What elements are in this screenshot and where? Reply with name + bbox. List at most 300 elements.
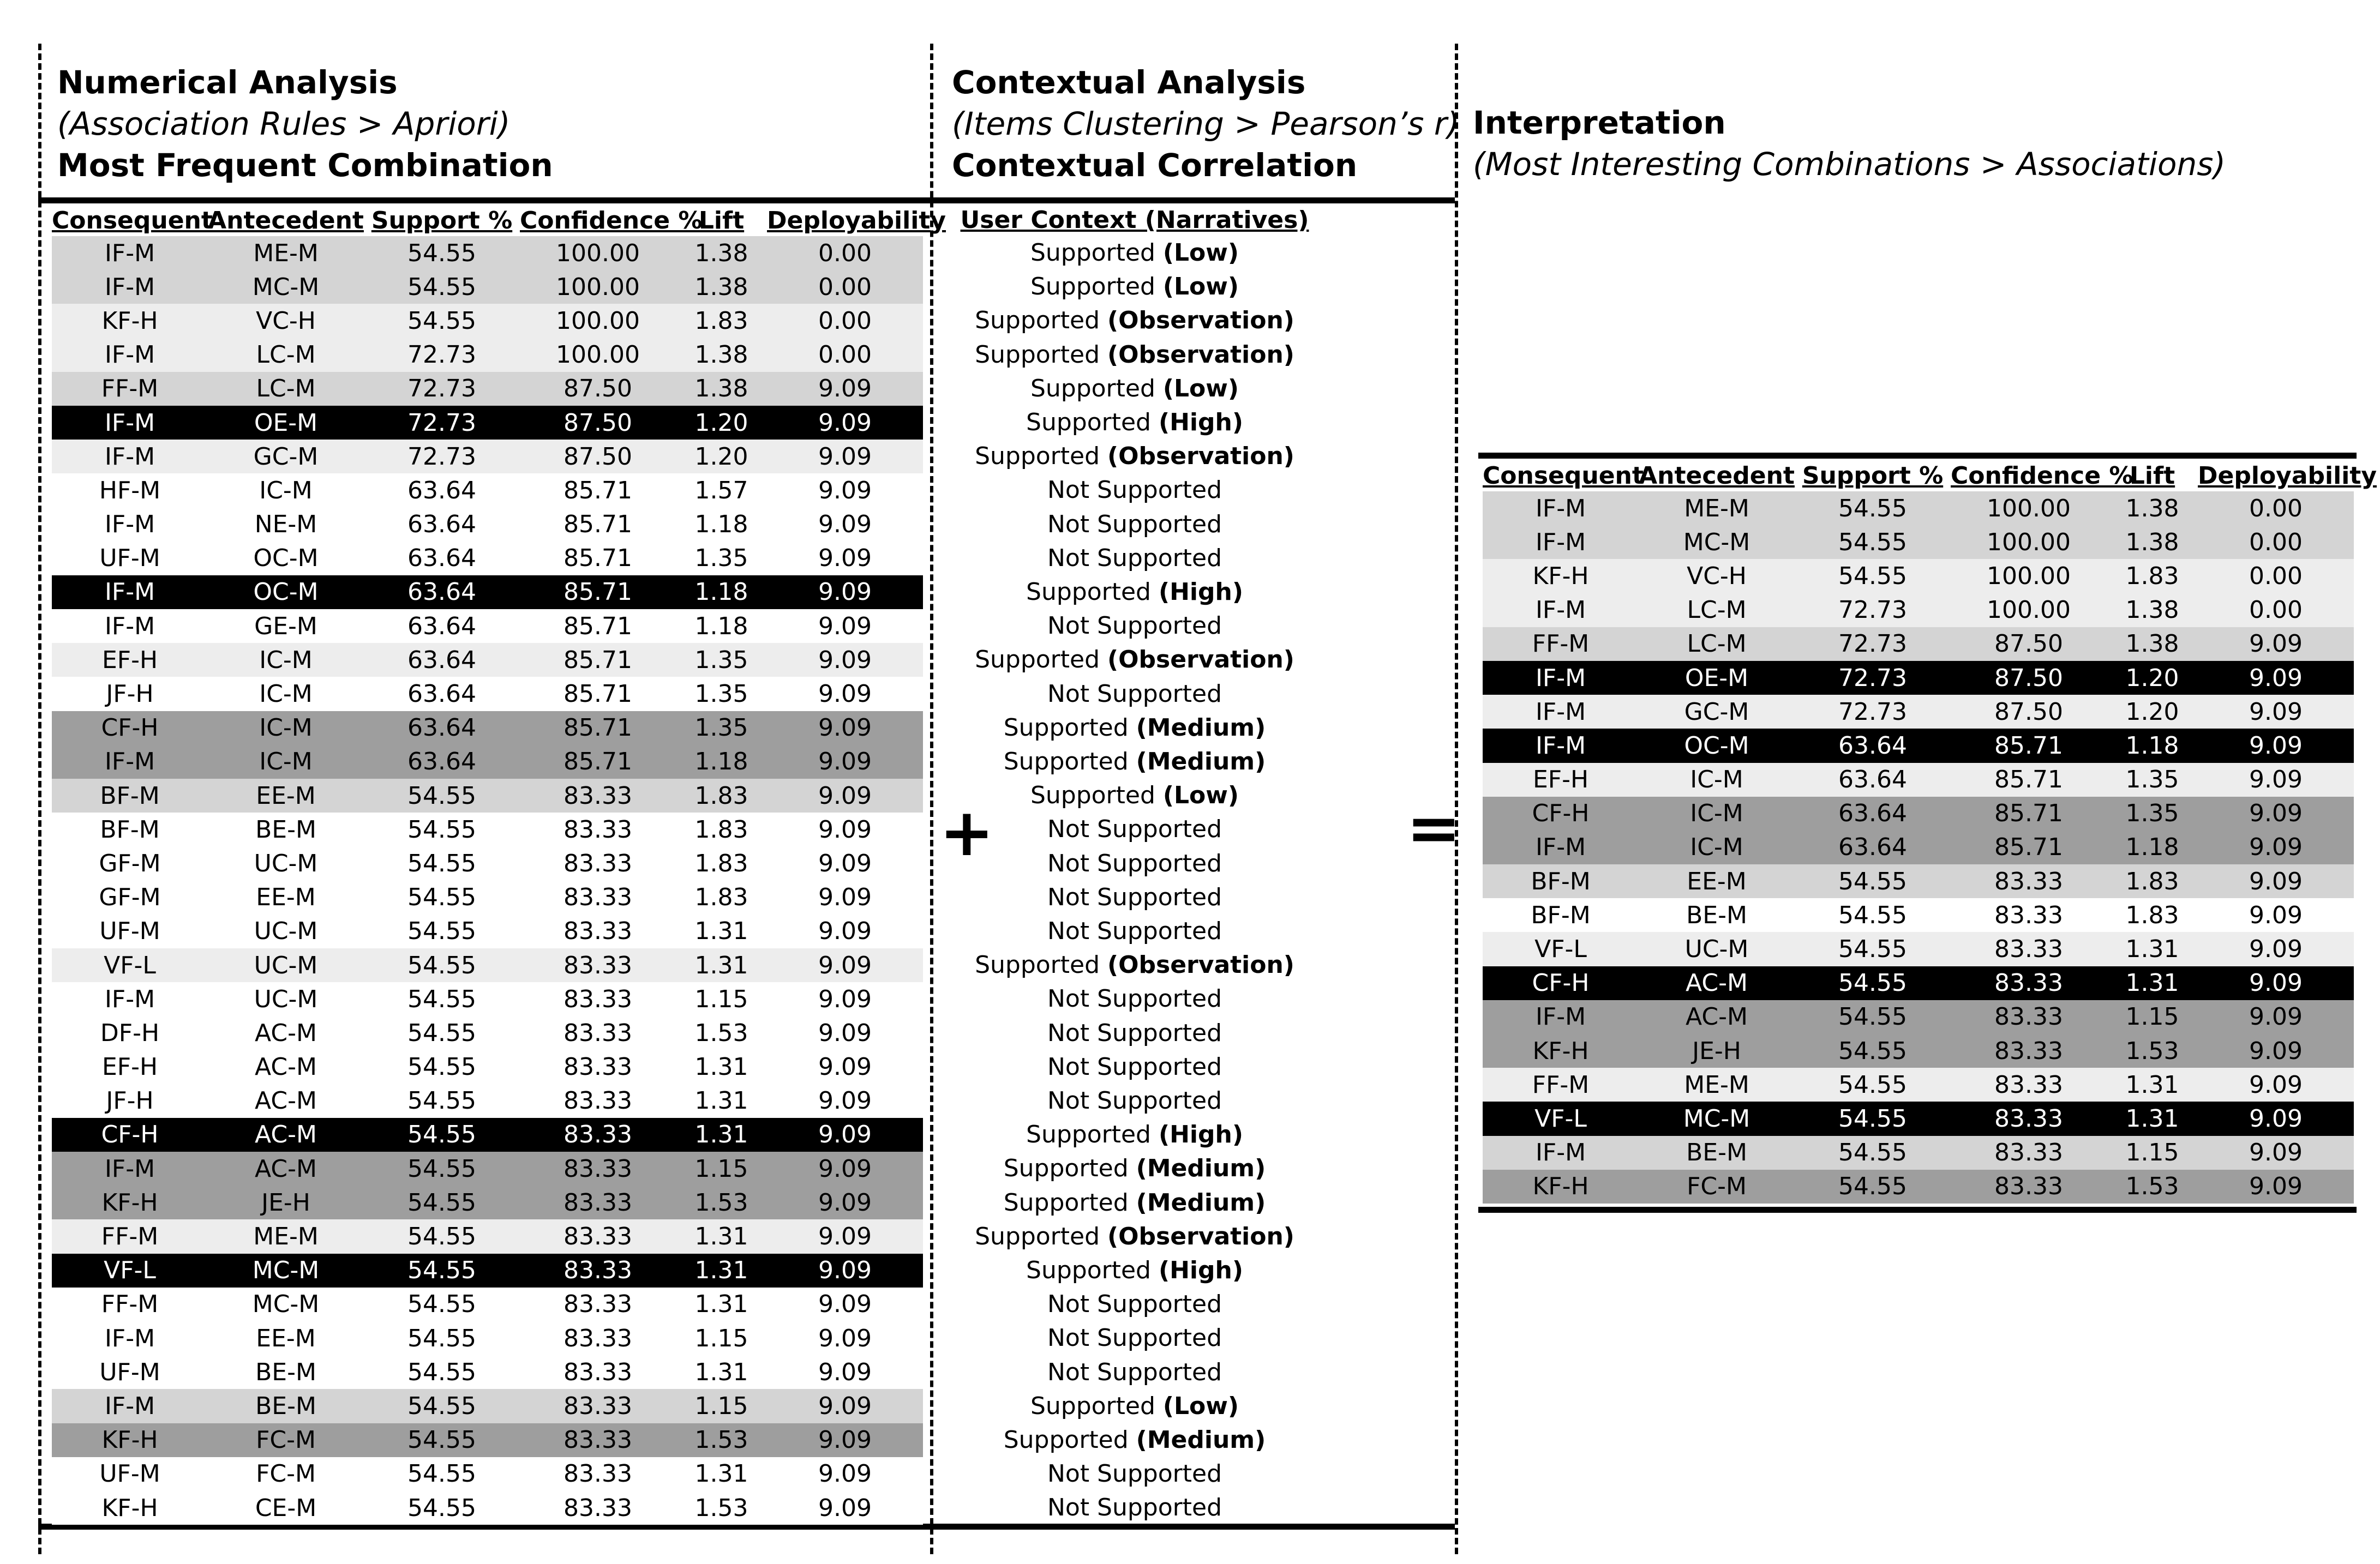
- cell-lift: 1.31: [676, 1254, 767, 1288]
- cell-antecedent: EE-M: [1639, 864, 1795, 898]
- cell-lift: 1.31: [2107, 966, 2198, 1000]
- cell-consequent: EF-H: [1483, 763, 1639, 797]
- cell-antecedent: GC-M: [208, 440, 364, 473]
- cell-antecedent: VC-H: [208, 304, 364, 338]
- cell-support: 72.73: [364, 338, 520, 372]
- cell-lift: 1.15: [676, 982, 767, 1016]
- contextual-title: Contextual Analysis: [952, 64, 1306, 101]
- cell-antecedent: IC-M: [208, 677, 364, 711]
- context-entry: [960, 1356, 1309, 1389]
- cell-support: 54.55: [364, 1321, 520, 1355]
- cell-lift: 1.83: [676, 846, 767, 880]
- cell-lift: 1.83: [2107, 559, 2198, 593]
- cell-support: 63.64: [1795, 729, 1951, 762]
- table-row: [52, 1389, 923, 1423]
- context-status: Not Supported: [1047, 679, 1222, 708]
- context-level: (Low): [1162, 1392, 1239, 1420]
- cell-deployability: 9.09: [767, 609, 923, 643]
- context-entry: [960, 508, 1309, 542]
- cell-consequent: VF-L: [52, 1254, 208, 1288]
- interpretation-title: Interpretation: [1473, 104, 1726, 141]
- table-row: [52, 711, 923, 745]
- cell-antecedent: UC-M: [208, 982, 364, 1016]
- context-level: (High): [1158, 1256, 1243, 1284]
- cell-lift: 1.18: [676, 575, 767, 609]
- cell-antecedent: GC-M: [1639, 695, 1795, 729]
- table-row: [52, 1288, 923, 1321]
- cell-confidence: 83.33: [520, 1016, 676, 1050]
- context-status: Supported: [1030, 374, 1155, 402]
- cell-lift: 1.31: [2107, 1102, 2198, 1135]
- cell-lift: 1.15: [676, 1389, 767, 1423]
- cell-lift: 1.18: [2107, 831, 2198, 864]
- cell-confidence: 87.50: [520, 440, 676, 473]
- cell-consequent: EF-H: [52, 1050, 208, 1084]
- cell-confidence: 83.33: [520, 1050, 676, 1084]
- cell-confidence: 83.33: [520, 915, 676, 948]
- cell-antecedent: LC-M: [1639, 627, 1795, 661]
- col-confidence: Confidence %: [1951, 461, 2133, 490]
- table-row: [1483, 932, 2354, 966]
- context-entry: [960, 1118, 1309, 1152]
- cell-antecedent: JE-H: [1639, 1034, 1795, 1068]
- cell-consequent: IF-M: [1483, 525, 1639, 559]
- cell-deployability: 9.09: [767, 575, 923, 609]
- contextual-header: [952, 62, 1459, 186]
- interpretation-header: [1473, 102, 2226, 185]
- cell-deployability: 9.09: [2198, 627, 2354, 661]
- cell-antecedent: IC-M: [1639, 831, 1795, 864]
- context-status: Supported: [1003, 748, 1129, 775]
- table-row: [52, 813, 923, 846]
- cell-confidence: 85.71: [520, 542, 676, 575]
- cell-confidence: 83.33: [520, 948, 676, 982]
- context-status: Supported: [975, 442, 1100, 471]
- context-status: Not Supported: [1047, 1052, 1222, 1081]
- cell-support: 63.64: [364, 643, 520, 677]
- cell-support: 54.55: [1795, 1136, 1951, 1170]
- table-row: [52, 1016, 923, 1050]
- context-status: Supported: [1003, 1426, 1129, 1454]
- cell-consequent: IF-M: [52, 575, 208, 609]
- cell-consequent: CF-H: [1483, 966, 1639, 1000]
- cell-antecedent: IC-M: [208, 643, 364, 677]
- cell-deployability: 9.09: [767, 643, 923, 677]
- context-entry: [960, 1457, 1309, 1491]
- cell-deployability: 9.09: [2198, 966, 2354, 1000]
- cell-deployability: 9.09: [767, 915, 923, 948]
- cell-support: 63.64: [364, 575, 520, 609]
- table-row: [52, 508, 923, 542]
- cell-confidence: 83.33: [520, 1219, 676, 1253]
- cell-confidence: 85.71: [520, 711, 676, 745]
- cell-confidence: 83.33: [520, 1288, 676, 1321]
- context-status: Not Supported: [1047, 544, 1222, 572]
- context-entry: [960, 847, 1309, 881]
- cell-confidence: 87.50: [1951, 661, 2107, 695]
- table-row: [1483, 1136, 2354, 1170]
- cell-confidence: 83.33: [520, 1186, 676, 1219]
- context-entry: [960, 813, 1309, 846]
- cell-deployability: 9.09: [2198, 1136, 2354, 1170]
- cell-consequent: FF-M: [1483, 627, 1639, 661]
- col-support: Support %: [1802, 461, 1944, 490]
- cell-lift: 1.31: [676, 1118, 767, 1152]
- cell-antecedent: LC-M: [208, 372, 364, 406]
- col-lift: Lift: [698, 206, 745, 234]
- cell-antecedent: EE-M: [208, 881, 364, 915]
- cell-support: 54.55: [364, 1457, 520, 1491]
- context-status: Supported: [1030, 781, 1155, 810]
- cell-deployability: 9.09: [767, 406, 923, 440]
- numerical-subtitle: (Association Rules > Apriori): [57, 105, 511, 142]
- col-confidence: Confidence %: [520, 206, 703, 234]
- cell-deployability: 0.00: [2198, 559, 2354, 593]
- cell-support: 54.55: [364, 1186, 520, 1219]
- cell-confidence: 87.50: [1951, 695, 2107, 729]
- table-row: [1483, 864, 2354, 898]
- cell-deployability: 9.09: [767, 1491, 923, 1525]
- cell-deployability: 0.00: [767, 338, 923, 372]
- cell-consequent: UF-M: [52, 542, 208, 575]
- context-entry: [960, 643, 1309, 677]
- cell-deployability: 9.09: [2198, 898, 2354, 932]
- cell-support: 54.55: [1795, 932, 1951, 966]
- table-row: [52, 406, 923, 440]
- cell-support: 54.55: [364, 1389, 520, 1423]
- cell-confidence: 85.71: [520, 473, 676, 507]
- cell-lift: 1.83: [676, 779, 767, 813]
- table-row: [1483, 525, 2354, 559]
- cell-lift: 1.83: [676, 304, 767, 338]
- divider-middle: [930, 44, 933, 1554]
- cell-consequent: CF-H: [52, 1118, 208, 1152]
- cell-support: 54.55: [364, 1288, 520, 1321]
- context-status: Not Supported: [1047, 612, 1222, 640]
- cell-deployability: 9.09: [2198, 695, 2354, 729]
- table-row: [52, 372, 923, 406]
- cell-confidence: 83.33: [1951, 932, 2107, 966]
- cell-deployability: 9.09: [2198, 1170, 2354, 1204]
- table-row: [52, 846, 923, 880]
- cell-consequent: IF-M: [52, 508, 208, 542]
- table-row: [1483, 898, 2354, 932]
- cell-antecedent: JE-H: [208, 1186, 364, 1219]
- cell-lift: 1.20: [2107, 695, 2198, 729]
- table-row: [52, 1152, 923, 1186]
- cell-lift: 1.35: [676, 711, 767, 745]
- table-row: [52, 1186, 923, 1219]
- cell-confidence: 83.33: [520, 1084, 676, 1118]
- context-entry: [960, 1389, 1309, 1423]
- cell-consequent: CF-H: [52, 711, 208, 745]
- cell-confidence: 100.00: [520, 304, 676, 338]
- cell-confidence: 85.71: [520, 609, 676, 643]
- cell-consequent: IF-M: [52, 609, 208, 643]
- cell-deployability: 9.09: [767, 1389, 923, 1423]
- cell-support: 54.55: [364, 1152, 520, 1186]
- context-entry: [960, 1050, 1309, 1084]
- cell-lift: 1.38: [676, 236, 767, 270]
- context-status: Supported: [975, 646, 1100, 674]
- context-level: (Observation): [1107, 340, 1294, 369]
- cell-antecedent: BE-M: [208, 1355, 364, 1389]
- interpretation-table-header: [1483, 460, 2354, 491]
- cell-deployability: 0.00: [2198, 525, 2354, 559]
- cell-antecedent: UC-M: [208, 915, 364, 948]
- cell-deployability: 9.09: [767, 1423, 923, 1457]
- context-status: Supported: [975, 340, 1100, 369]
- cell-antecedent: EE-M: [208, 1321, 364, 1355]
- table-row: [52, 1423, 923, 1457]
- cell-deployability: 9.09: [2198, 661, 2354, 695]
- cell-deployability: 9.09: [2198, 932, 2354, 966]
- cell-support: 54.55: [364, 236, 520, 270]
- cell-antecedent: OE-M: [1639, 661, 1795, 695]
- cell-confidence: 83.33: [1951, 864, 2107, 898]
- context-status: Supported: [975, 1222, 1100, 1250]
- cell-antecedent: IC-M: [208, 745, 364, 779]
- cell-lift: 1.38: [676, 338, 767, 372]
- table-row: [1483, 491, 2354, 525]
- cell-support: 54.55: [364, 270, 520, 304]
- context-level: (Low): [1162, 374, 1239, 402]
- cell-support: 63.64: [364, 745, 520, 779]
- cell-deployability: 9.09: [767, 677, 923, 711]
- cell-deployability: 9.09: [2198, 1000, 2354, 1034]
- context-entry: [960, 745, 1309, 779]
- context-level: (High): [1158, 1121, 1243, 1149]
- cell-confidence: 85.71: [520, 677, 676, 711]
- cell-deployability: 0.00: [2198, 491, 2354, 525]
- table-row: [52, 948, 923, 982]
- cell-antecedent: UC-M: [1639, 932, 1795, 966]
- cell-support: 54.55: [364, 1491, 520, 1525]
- context-entry: [960, 1084, 1309, 1118]
- col-deployability: Deployability: [2198, 461, 2377, 490]
- table-row: [52, 1491, 923, 1525]
- context-status: Supported: [1026, 1121, 1151, 1149]
- cell-lift: 1.38: [2107, 491, 2198, 525]
- cell-antecedent: AC-M: [1639, 966, 1795, 1000]
- cell-antecedent: ME-M: [208, 1219, 364, 1253]
- table-row: [1483, 1000, 2354, 1034]
- interpretation-subtitle: (Most Interesting Combinations > Associations): [1473, 146, 2226, 183]
- table-row: [52, 643, 923, 677]
- cell-lift: 1.53: [676, 1016, 767, 1050]
- context-status: Not Supported: [1047, 1460, 1222, 1488]
- cell-antecedent: ME-M: [1639, 1068, 1795, 1102]
- cell-consequent: VF-L: [1483, 1102, 1639, 1135]
- cell-antecedent: UC-M: [208, 846, 364, 880]
- cell-antecedent: OC-M: [208, 542, 364, 575]
- cell-support: 54.55: [1795, 1000, 1951, 1034]
- cell-antecedent: BE-M: [1639, 898, 1795, 932]
- cell-antecedent: MC-M: [208, 270, 364, 304]
- context-level: (High): [1158, 408, 1243, 436]
- equals-operator: =: [1406, 791, 1461, 867]
- cell-confidence: 83.33: [520, 881, 676, 915]
- cell-consequent: IF-M: [52, 338, 208, 372]
- cell-lift: 1.31: [676, 1355, 767, 1389]
- cell-confidence: 83.33: [520, 982, 676, 1016]
- col-deployability: Deployability: [767, 206, 946, 234]
- table-row: [52, 542, 923, 575]
- cell-lift: 1.35: [2107, 763, 2198, 797]
- context-entry: [960, 711, 1309, 745]
- numerical-table: [52, 204, 946, 1525]
- cell-lift: 1.31: [676, 948, 767, 982]
- cell-deployability: 9.09: [767, 440, 923, 473]
- cell-deployability: 9.09: [2198, 763, 2354, 797]
- context-entry: [960, 982, 1309, 1016]
- table-row: [52, 440, 923, 473]
- cell-consequent: KF-H: [52, 304, 208, 338]
- context-status: Not Supported: [1047, 1290, 1222, 1319]
- cell-support: 54.55: [364, 1084, 520, 1118]
- cell-antecedent: FC-M: [208, 1423, 364, 1457]
- cell-consequent: GF-M: [52, 846, 208, 880]
- cell-antecedent: MC-M: [1639, 525, 1795, 559]
- cell-consequent: KF-H: [1483, 1170, 1639, 1204]
- cell-consequent: UF-M: [52, 915, 208, 948]
- cell-lift: 1.31: [2107, 1068, 2198, 1102]
- top-rule-right: [1478, 453, 2357, 459]
- context-entry: [960, 677, 1309, 711]
- table-row: [52, 1355, 923, 1389]
- context-status: Supported: [1030, 1392, 1155, 1420]
- table-row: [1483, 1102, 2354, 1135]
- context-status: Not Supported: [1047, 917, 1222, 945]
- cell-deployability: 9.09: [767, 372, 923, 406]
- table-row: [1483, 797, 2354, 831]
- table-row: [52, 270, 923, 304]
- cell-antecedent: AC-M: [208, 1152, 364, 1186]
- table-row: [1483, 661, 2354, 695]
- cell-antecedent: EE-M: [208, 779, 364, 813]
- cell-support: 63.64: [1795, 763, 1951, 797]
- cell-support: 54.55: [364, 1423, 520, 1457]
- cell-consequent: IF-M: [1483, 491, 1639, 525]
- table-row: [1483, 1170, 2354, 1204]
- context-level: (High): [1158, 578, 1243, 606]
- context-level: (Observation): [1107, 951, 1294, 979]
- cell-support: 63.64: [364, 677, 520, 711]
- table-row: [52, 1219, 923, 1253]
- table-row: [52, 1254, 923, 1288]
- cell-lift: 1.53: [2107, 1170, 2198, 1204]
- cell-deployability: 9.09: [767, 982, 923, 1016]
- cell-consequent: IF-M: [52, 1389, 208, 1423]
- cell-support: 54.55: [1795, 1068, 1951, 1102]
- cell-antecedent: UC-M: [208, 948, 364, 982]
- cell-lift: 1.20: [2107, 661, 2198, 695]
- cell-deployability: 9.09: [767, 779, 923, 813]
- cell-lift: 1.38: [2107, 525, 2198, 559]
- cell-consequent: VF-L: [52, 948, 208, 982]
- cell-confidence: 83.33: [1951, 1068, 2107, 1102]
- col-consequent: Consequent: [1483, 461, 1644, 490]
- context-level: (Medium): [1136, 713, 1266, 742]
- table-row: [1483, 966, 2354, 1000]
- cell-confidence: 83.33: [1951, 1170, 2107, 1204]
- table-row: [1483, 1034, 2354, 1068]
- col-lift: Lift: [2129, 461, 2175, 490]
- contextual-subtitle: (Items Clustering > Pearson’s r): [952, 105, 1460, 142]
- cell-antecedent: OC-M: [208, 575, 364, 609]
- table-row: [1483, 593, 2354, 627]
- table-row: [1483, 763, 2354, 797]
- context-entry: [960, 1254, 1309, 1288]
- col-consequent: Consequent: [52, 206, 213, 234]
- cell-deployability: 0.00: [2198, 593, 2354, 627]
- cell-confidence: 83.33: [520, 1254, 676, 1288]
- context-entry: [960, 575, 1309, 609]
- cell-support: 54.55: [364, 1254, 520, 1288]
- cell-consequent: IF-M: [1483, 661, 1639, 695]
- cell-confidence: 83.33: [520, 1355, 676, 1389]
- table-row: [52, 1050, 923, 1084]
- cell-consequent: IF-M: [52, 236, 208, 270]
- context-status: Not Supported: [1047, 883, 1222, 911]
- cell-deployability: 9.09: [767, 1084, 923, 1118]
- context-entry: [960, 609, 1309, 643]
- cell-support: 54.55: [1795, 491, 1951, 525]
- cell-support: 54.55: [1795, 525, 1951, 559]
- cell-confidence: 100.00: [1951, 525, 2107, 559]
- cell-support: 54.55: [364, 881, 520, 915]
- cell-consequent: KF-H: [52, 1186, 208, 1219]
- cell-consequent: BF-M: [1483, 864, 1639, 898]
- table-row: [52, 609, 923, 643]
- table-row: [52, 1321, 923, 1355]
- cell-confidence: 83.33: [1951, 898, 2107, 932]
- context-entry: [960, 440, 1309, 473]
- table-row: [52, 982, 923, 1016]
- cell-consequent: KF-H: [52, 1423, 208, 1457]
- cell-consequent: IF-M: [52, 440, 208, 473]
- cell-consequent: IF-M: [52, 406, 208, 440]
- cell-lift: 1.53: [2107, 1034, 2198, 1068]
- cell-lift: 1.15: [676, 1321, 767, 1355]
- cell-confidence: 83.33: [520, 779, 676, 813]
- cell-confidence: 83.33: [1951, 1102, 2107, 1135]
- context-level: (Medium): [1136, 748, 1266, 775]
- cell-lift: 1.57: [676, 473, 767, 507]
- cell-support: 54.55: [1795, 1034, 1951, 1068]
- cell-confidence: 100.00: [520, 270, 676, 304]
- cell-deployability: 9.09: [767, 948, 923, 982]
- table-row: [52, 677, 923, 711]
- cell-deployability: 9.09: [767, 1457, 923, 1491]
- cell-support: 72.73: [1795, 627, 1951, 661]
- cell-antecedent: AC-M: [208, 1016, 364, 1050]
- numerical-table-header: [52, 204, 923, 236]
- context-entry: [960, 270, 1309, 304]
- table-row: [52, 779, 923, 813]
- cell-deployability: 0.00: [767, 236, 923, 270]
- cell-confidence: 83.33: [520, 1118, 676, 1152]
- cell-antecedent: MC-M: [208, 1254, 364, 1288]
- cell-deployability: 0.00: [767, 270, 923, 304]
- context-level: (Observation): [1107, 1222, 1294, 1250]
- context-level: (Medium): [1136, 1188, 1266, 1217]
- cell-support: 54.55: [364, 1355, 520, 1389]
- context-level: (Low): [1162, 781, 1239, 810]
- table-row: [52, 338, 923, 372]
- cell-antecedent: GE-M: [208, 609, 364, 643]
- cell-antecedent: FC-M: [1639, 1170, 1795, 1204]
